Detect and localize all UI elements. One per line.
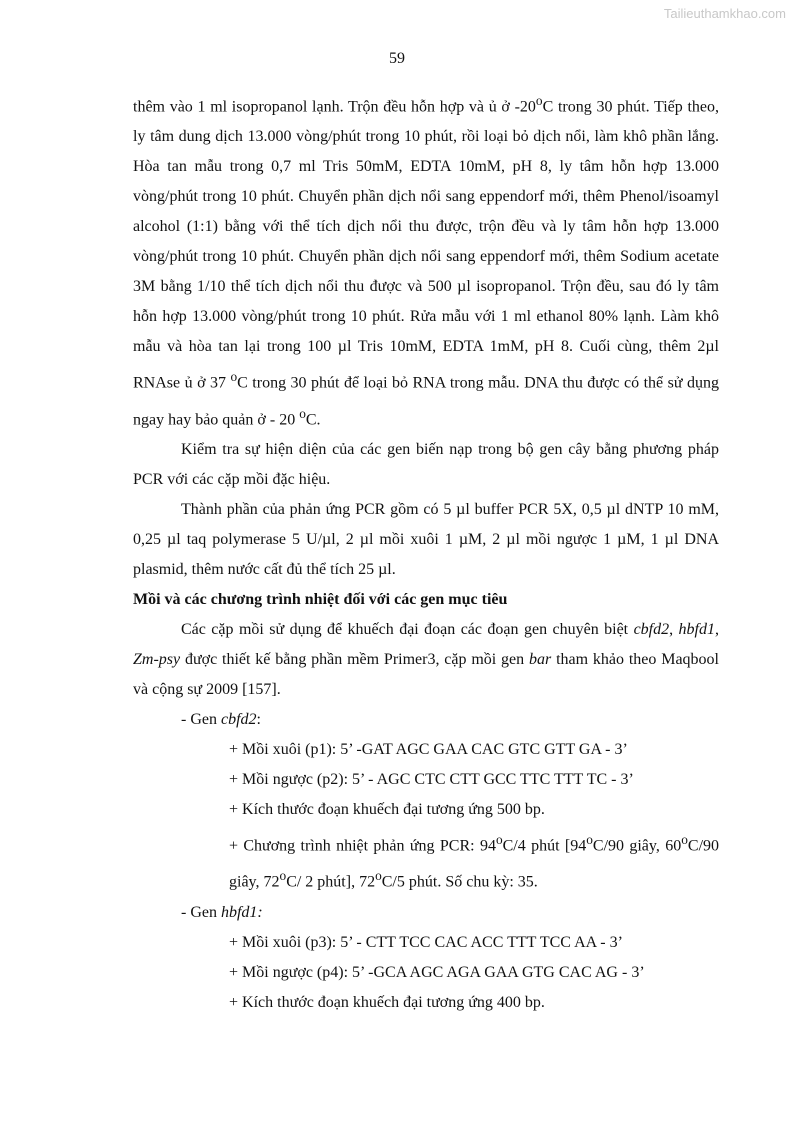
pcr-program-text <box>133 825 719 898</box>
text-run: thêm vào 1 ml isopropanol lạnh. Trộn đều hỗn hợp và ủ ở -20 <box>133 98 536 116</box>
gene-name: cbfd2 <box>220 710 257 728</box>
text-run: C/90 giây, 60 <box>592 837 682 855</box>
text-run: - Gen <box>181 710 221 728</box>
text-run: C/4 phút [94 <box>502 837 587 855</box>
text-run: C trong 30 phút để loại bỏ RNA trong mẫu. DNA thu được có thể sử dụng ngay hay bảo quản ở - 20 <box>133 374 719 428</box>
text-run: , <box>669 620 679 638</box>
gene-name: cbfd2 <box>633 620 670 638</box>
gene-name: hbfd1: <box>220 903 263 921</box>
primer-forward-p3: + Mồi xuôi (p3): 5’ - CTT TCC CAC ACC TTT TCC AA - 3’ <box>229 933 623 951</box>
primer-reverse-p4: + Mồi ngược (p4): 5’ -GCA AGC AGA GAA GTG CAC AG - 3’ <box>229 963 645 981</box>
amplicon-size-hbfd1: + Kích thước đoạn khuếch đại tương ứng 400 bp. <box>229 993 545 1011</box>
document-body <box>133 86 719 1018</box>
text-run: C/ 2 phút], 72 <box>286 873 376 891</box>
degree-superscript: o <box>495 831 503 847</box>
degree-superscript: o <box>299 405 306 421</box>
text-run: C. <box>305 410 321 428</box>
text-run: : <box>256 710 261 728</box>
text-run: tham khảo theo Maqbool và cộng sự 2009 [157]. <box>133 650 719 698</box>
primer-reverse-p2: + Mồi ngược (p2): 5’ - AGC CTC CTT GCC TTC TTT TC - 3’ <box>229 770 634 788</box>
page-number: 59 <box>389 50 405 67</box>
text-run: C/5 phút. Số chu kỳ: 35. <box>381 873 538 891</box>
text-run: C/90 giây, 72 <box>229 837 720 891</box>
watermark-text: Tailieuthamkhao.com <box>663 6 786 21</box>
text-run: được thiết kế bằng phần mềm Primer3, cặp mồi gen <box>180 650 529 668</box>
paragraph-pcr-composition: Thành phần của phản ứng PCR gồm có 5 µl buffer PCR 5X, 0,5 µl dNTP 10 mM, 0,25 µl taq polymerase 5 U/µl, 2 µl mồi xuôi 1 µM, 2 µl mồi ngược 1 µM, 1 µl DNA plasmid, thêm nước cất đủ thể tích 25 µl. <box>133 500 719 578</box>
amplicon-size-cbfd2: + Kích thước đoạn khuếch đại tương ứng 500 bp. <box>229 800 545 818</box>
degree-superscript: o <box>230 369 238 385</box>
text-run: + Chương trình nhiệt phản ứng PCR: 94 <box>229 837 496 855</box>
degree-superscript: o <box>535 93 543 108</box>
text-run: , <box>715 620 719 638</box>
gene-name: bar <box>529 650 552 668</box>
paragraph-pcr-check: Kiểm tra sự hiện diện của các gen biến nạp trong bộ gen cây bằng phương pháp PCR với các cặp mồi đặc hiệu. <box>133 440 719 488</box>
degree-superscript: o <box>279 868 287 884</box>
text-run: Các cặp mồi sử dụng để khuếch đại đoạn các đoạn gen chuyên biệt <box>181 620 634 638</box>
text-run: - Gen <box>181 903 221 921</box>
degree-superscript: o <box>586 831 593 847</box>
gene-name: hbfd1 <box>678 620 715 638</box>
section-heading: Mồi và các chương trình nhiệt đối với các gen mục tiêu <box>133 590 508 608</box>
text-run: C trong 30 phút. Tiếp theo, ly tâm dung dịch 13.000 vòng/phút trong 10 phút, rồi loại bỏ dịch nổi, làm khô phần lắng. Hòa tan mẫu trong 0,7 ml Tris 50mM, EDTA 10mM, pH 8, ly tâm hỗn hợp 13.000 vòng/phút trong 10 phút. Chuyển phần dịch nổi sang eppendorf mới, thêm Phenol/isoamyl alcohol (1:1) bằng với thể tích dịch nổi thu được, trộn đều và ly tâm hỗn hợp 13.000 vòng/phút trong 10 phút. Chuyển phần dịch nổi sang eppendorf mới, thêm Sodium acetate 3M bằng 1/10 thể tích dịch nổi thu được và 500 µl isopropanol. Trộn đều, sau đó ly tâm hỗn hợp 13.000 vòng/phút trong 10 phút. Rửa mẫu với 1 ml ethanol 80% lạnh. Làm khô mẫu và hòa tan lại trong 100 µl Tris 10mM, EDTA 1mM, pH 8. Cuối cùng, thêm 2µl RNAse ủ ở 37 <box>133 98 720 392</box>
gene-cbfd2-label <box>133 705 719 735</box>
gene-name: Zm-psy <box>133 650 181 668</box>
pcr-program-cbfd2 <box>133 825 719 898</box>
gene-hbfd1-label <box>133 898 719 928</box>
paragraph-primer-design <box>133 615 719 705</box>
degree-superscript: o <box>681 831 688 847</box>
degree-superscript: o <box>375 868 382 884</box>
primer-forward-p1: + Mồi xuôi (p1): 5’ -GAT AGC GAA CAC GTC GTT GA - 3’ <box>229 740 628 758</box>
paragraph-extraction-protocol <box>133 86 719 435</box>
